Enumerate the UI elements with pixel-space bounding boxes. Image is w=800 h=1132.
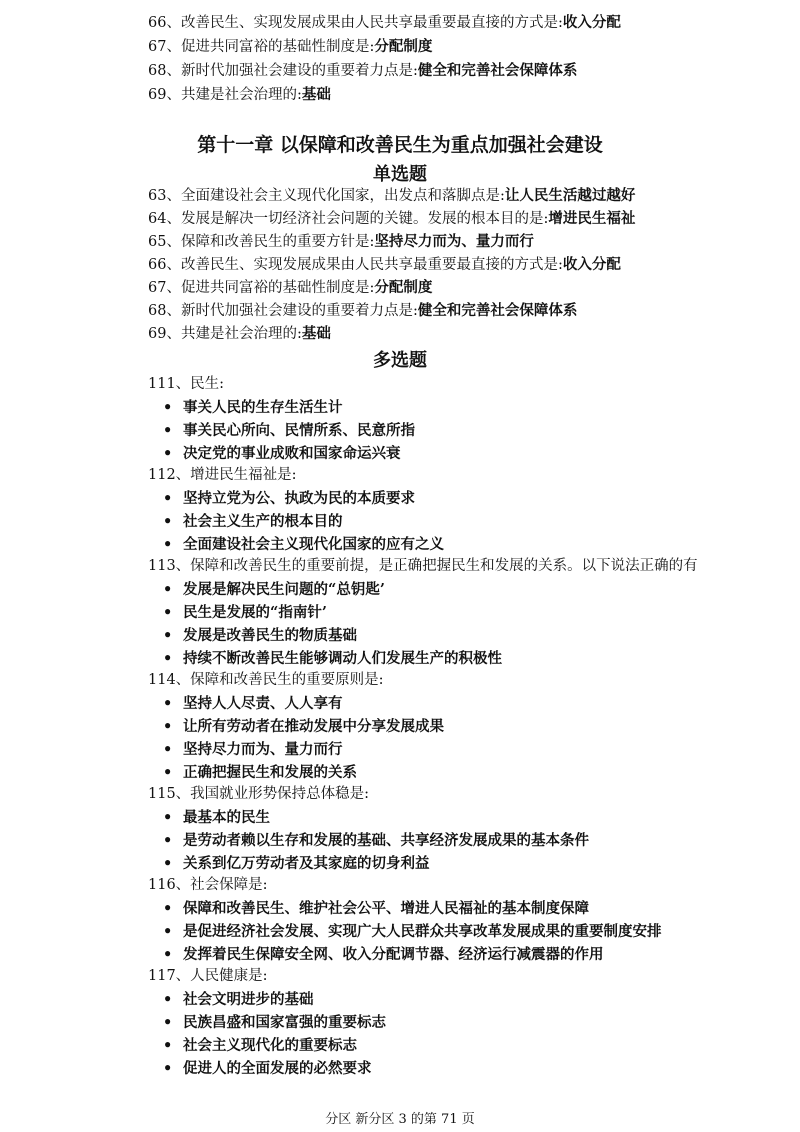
bullet-icon: • — [163, 718, 173, 735]
bullet-icon: • — [163, 923, 173, 940]
question-text: 68、新时代加强社会建设的重要着力点是: — [148, 63, 418, 79]
question-text: 69、共建是社会治理的: — [148, 87, 302, 103]
bullet-icon: • — [163, 741, 173, 758]
top-item-68 — [148, 61, 577, 81]
question-text: 67、促进共同富裕的基础性制度是: — [148, 39, 375, 55]
question-text: 63、全面建设社会主义现代化国家，出发点和落脚点是: — [148, 188, 505, 204]
question-text: 64、发展是解决一切经济社会问题的关键。发展的根本目的是: — [148, 211, 549, 227]
single-item-68 — [148, 301, 577, 321]
multi-choice-heading: 多选题 — [373, 350, 427, 371]
bullet-icon: • — [163, 445, 173, 462]
answer-text: 基础 — [301, 86, 331, 103]
answer-text: 分配制度 — [374, 279, 433, 296]
option-item: • 发展是解决民生问题的“总钥匙’ — [163, 581, 385, 598]
option-item: • 促进人的全面发展的必然要求 — [163, 1060, 372, 1077]
bullet-icon: • — [163, 1014, 173, 1031]
answer-text: 收入分配 — [562, 14, 621, 31]
answer-text: 健全和完善社会保障体系 — [417, 302, 578, 319]
option-item: • 持续不断改善民生能够调动人们发展生产的积极性 — [163, 650, 502, 667]
multi-question-113: 113、保障和改善民生的重要前提，是正确把握民生和发展的关系。以下说法正确的有 — [148, 558, 698, 574]
option-item: • 事关人民的生存生活生计 — [163, 399, 343, 416]
answer-text: 让人民生活越过越好 — [504, 187, 636, 204]
option-item: • 社会主义现代化的重要标志 — [163, 1037, 357, 1054]
bullet-icon: • — [163, 764, 173, 781]
option-item: • 事关民心所向、民情所系、民意所指 — [163, 422, 415, 439]
option-item: • 决定党的事业成败和国家命运兴衰 — [163, 445, 401, 462]
bullet-icon: • — [163, 490, 173, 507]
top-item-66 — [148, 13, 621, 33]
bullet-icon: • — [163, 513, 173, 530]
multi-question-117: 117、人民健康是: — [148, 968, 268, 984]
option-item: • 发挥着民生保障安全网、收入分配调节器、经济运行减震器的作用 — [163, 946, 604, 963]
option-item: • 社会文明进步的基础 — [163, 991, 314, 1008]
bullet-icon: • — [163, 991, 173, 1008]
bullet-icon: • — [163, 855, 173, 872]
bullet-icon: • — [163, 946, 173, 963]
answer-text: 坚持尽力而为、量力而行 — [374, 233, 534, 250]
question-text: 68、新时代加强社会建设的重要着力点是: — [148, 303, 418, 319]
option-item: • 社会主义生产的根本目的 — [163, 513, 343, 530]
bullet-icon: • — [163, 399, 173, 416]
multi-question-114: 114、保障和改善民生的重要原则是: — [148, 672, 384, 688]
option-item: • 民生是发展的“指南针’ — [163, 604, 327, 621]
bullet-icon: • — [163, 604, 173, 621]
question-text: 69、共建是社会治理的: — [148, 326, 302, 342]
bullet-icon: • — [163, 650, 173, 667]
multi-question-111: 111、民生: — [148, 376, 225, 392]
option-item: • 正确把握民生和发展的关系 — [163, 764, 357, 781]
multi-question-116: 116、社会保障是: — [148, 877, 268, 893]
bullet-icon: • — [163, 695, 173, 712]
multi-question-115: 115、我国就业形势保持总体稳是: — [148, 786, 370, 802]
question-text: 65、保障和改善民生的重要方针是: — [148, 234, 375, 250]
option-item: • 坚持尽力而为、量力而行 — [163, 741, 343, 758]
question-text: 66、改善民生、实现发展成果由人民共享最重要最直接的方式是: — [148, 257, 563, 273]
option-item: • 关系到亿万劳动者及其家庭的切身利益 — [163, 855, 430, 872]
option-item: • 坚持人人尽责、人人享有 — [163, 695, 343, 712]
option-item: • 让所有劳动者在推动发展中分享发展成果 — [163, 718, 444, 735]
bullet-icon: • — [163, 809, 173, 826]
single-item-65 — [148, 232, 534, 252]
chapter-title: 第十一章 以保障和改善民生为重点加强社会建设 — [197, 134, 603, 156]
single-item-63 — [148, 186, 635, 206]
answer-text: 健全和完善社会保障体系 — [417, 62, 578, 79]
answer-text: 基础 — [301, 325, 331, 342]
option-item: • 全面建设社会主义现代化国家的应有之义 — [163, 536, 444, 553]
option-item: • 最基本的民生 — [163, 809, 270, 826]
question-text: 67、促进共同富裕的基础性制度是: — [148, 280, 375, 296]
bullet-icon: • — [163, 1037, 173, 1054]
bullet-icon: • — [163, 422, 173, 439]
single-item-66 — [148, 255, 621, 275]
page-footer: 分区 新分区 3 的第 71 页 — [325, 1112, 475, 1127]
multi-question-112: 112、增进民生福祉是: — [148, 467, 297, 483]
single-choice-heading: 单选题 — [373, 164, 427, 185]
single-item-64 — [148, 209, 635, 229]
top-item-67 — [148, 37, 432, 57]
option-item: • 是促进经济社会发展、实现广大人民群众共享改革发展成果的重要制度安排 — [163, 923, 662, 940]
bullet-icon: • — [163, 627, 173, 644]
bullet-icon: • — [163, 1060, 173, 1077]
option-item: • 坚持立党为公、执政为民的本质要求 — [163, 490, 415, 507]
bullet-icon: • — [163, 900, 173, 917]
option-item: • 发展是改善民生的物质基础 — [163, 627, 357, 644]
single-item-67 — [148, 278, 432, 298]
answer-text: 增进民生福祉 — [548, 210, 636, 227]
option-item: • 保障和改善民生、维护社会公平、增进人民福祉的基本制度保障 — [163, 900, 589, 917]
option-item: • 是劳动者赖以生存和发展的基础、共享经济发展成果的基本条件 — [163, 832, 589, 849]
option-item: • 民族昌盛和国家富强的重要标志 — [163, 1014, 386, 1031]
bullet-icon: • — [163, 581, 173, 598]
answer-text: 分配制度 — [374, 38, 433, 55]
question-text: 66、改善民生、实现发展成果由人民共享最重要最直接的方式是: — [148, 15, 563, 31]
top-item-69 — [148, 85, 331, 105]
single-item-69 — [148, 324, 331, 344]
bullet-icon: • — [163, 536, 173, 553]
bullet-icon: • — [163, 832, 173, 849]
answer-text: 收入分配 — [562, 256, 621, 273]
